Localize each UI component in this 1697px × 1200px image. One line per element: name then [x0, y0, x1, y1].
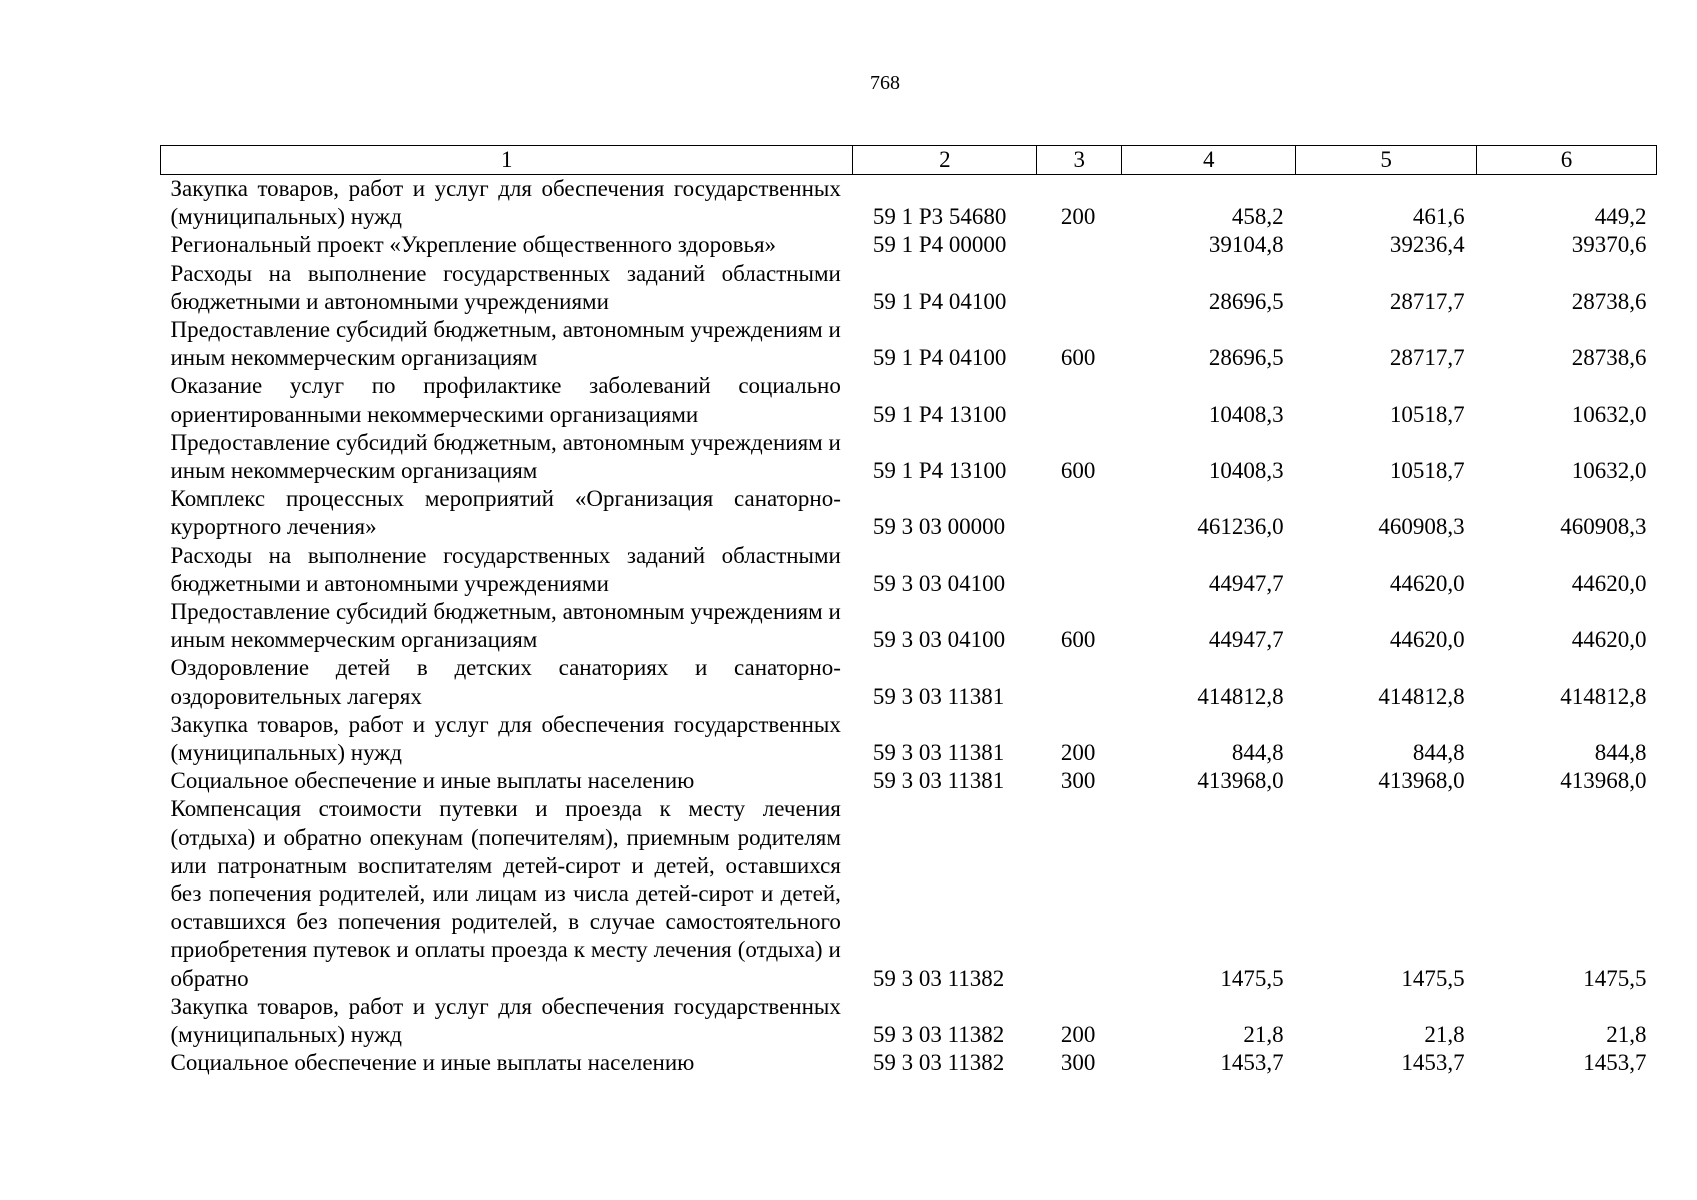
row-expense-type — [1037, 654, 1122, 710]
row-value-col6: 1475,5 — [1583, 965, 1647, 991]
table-row — [161, 175, 1657, 232]
row-expense-type — [1037, 231, 1122, 259]
page-number: 768 — [870, 72, 900, 94]
table-header-row — [161, 146, 1657, 175]
header-col-6: 6 — [1477, 146, 1657, 175]
row-description: Предоставление субсидий бюджетным, автономным учреждениям и иным некоммерческим организациям — [170, 317, 841, 371]
row-description: Закупка товаров, работ и услуг для обеспечения государственных (муниципальных) нужд — [170, 993, 841, 1048]
row-expense-type: 300 — [1060, 1050, 1096, 1076]
row-target-code: 59 3 03 11381 — [872, 740, 1005, 766]
row-description: Закупка товаров, работ и услуг для обеспечения государственных (муниципальных) нужд — [170, 711, 841, 766]
row-value-col4: 39104,8 — [1208, 232, 1284, 258]
row-value-col6: 10632,0 — [1571, 458, 1647, 484]
row-value-col4: 458,2 — [1231, 204, 1284, 230]
row-target-code: 59 1 Р4 04100 — [872, 345, 1007, 371]
table-row — [161, 316, 1657, 372]
row-expense-type: 200 — [1060, 740, 1096, 766]
row-value-col6: 844,8 — [1594, 740, 1647, 766]
row-value-col4: 844,8 — [1231, 740, 1284, 766]
table-row — [161, 260, 1657, 316]
row-value-col5: 21,8 — [1424, 1022, 1465, 1048]
row-value-col6: 449,2 — [1594, 204, 1647, 230]
row-value-col6: 39370,6 — [1571, 232, 1647, 258]
row-value-col5: 28717,7 — [1389, 345, 1465, 371]
row-description: Закупка товаров, работ и услуг для обеспечения государственных (муниципальных) нужд — [170, 176, 841, 230]
row-target-code: 59 3 03 11382 — [872, 1022, 1005, 1048]
row-value-col6: 10632,0 — [1571, 401, 1647, 427]
row-expense-type: 600 — [1060, 627, 1096, 653]
row-value-col4: 413968,0 — [1197, 768, 1284, 794]
row-expense-type: 600 — [1060, 345, 1096, 371]
row-description: Расходы на выполнение государственных заданий областными бюджетными и автономными учреждениями — [170, 542, 841, 596]
row-value-col5: 10518,7 — [1389, 458, 1465, 484]
table-body — [161, 175, 1657, 1078]
row-expense-type — [1037, 542, 1122, 598]
row-value-col6: 1453,7 — [1583, 1050, 1647, 1076]
row-target-code: 59 1 Р4 13100 — [872, 458, 1007, 484]
row-expense-type — [1037, 795, 1122, 992]
row-value-col5: 1453,7 — [1401, 1050, 1465, 1076]
header-col-5: 5 — [1296, 146, 1477, 175]
row-description: Компенсация стоимости путевки и проезда к месту лечения (отдыха) и обратно опекунам (попечителям), приемным родителям или патронатным воспитателям детей-сирот и детей, оставшихся без попечения родителей, или лицам из числа детей-сирот и детей, оставшихся без попечения родителей, в случае самостоятельного приобретения путевок и оплаты проезда к месту лечения (отдыха) и обратно — [170, 796, 841, 991]
row-expense-type: 600 — [1060, 458, 1096, 484]
row-value-col5: 1475,5 — [1401, 965, 1465, 991]
header-col-2: 2 — [853, 146, 1037, 175]
row-description: Расходы на выполнение государственных заданий областными бюджетными и автономными учреждениями — [170, 260, 841, 314]
row-value-col5: 460908,3 — [1378, 514, 1465, 540]
row-value-col6: 21,8 — [1606, 1022, 1647, 1048]
row-description: Предоставление субсидий бюджетным, автономным учреждениям и иным некоммерческим организациям — [170, 599, 841, 653]
row-target-code: 59 3 03 11381 — [872, 683, 1005, 709]
row-value-col5: 39236,4 — [1389, 232, 1465, 258]
row-target-code: 59 1 Р4 13100 — [872, 401, 1007, 427]
row-target-code: 59 3 03 04100 — [872, 570, 1006, 596]
row-value-col5: 461,6 — [1412, 204, 1465, 230]
row-expense-type — [1037, 260, 1122, 316]
table-row — [161, 795, 1657, 992]
table-row — [161, 654, 1657, 710]
row-value-col6: 44620,0 — [1571, 570, 1647, 596]
row-expense-type — [1037, 485, 1122, 541]
row-description: Предоставление субсидий бюджетным, автономным учреждениям и иным некоммерческим организациям — [170, 429, 841, 484]
table-row — [161, 429, 1657, 485]
row-value-col5: 28717,7 — [1389, 288, 1465, 314]
row-value-col6: 44620,0 — [1571, 627, 1647, 653]
row-target-code: 59 1 Р3 54680 — [872, 204, 1007, 230]
row-target-code: 59 1 Р4 04100 — [872, 288, 1007, 314]
row-description: Оздоровление детей в детских санаториях и санаторно-оздоровительных лагерях — [170, 655, 841, 709]
row-value-col4: 461236,0 — [1197, 514, 1284, 540]
row-value-col4: 28696,5 — [1208, 288, 1284, 314]
row-description: Социальное обеспечение и иные выплаты населению — [170, 1050, 695, 1076]
row-value-col4: 21,8 — [1243, 1022, 1284, 1048]
row-description: Социальное обеспечение и иные выплаты населению — [170, 768, 695, 794]
header-col-1: 1 — [161, 146, 853, 175]
row-description: Комплекс процессных мероприятий «Организация санаторно-курортного лечения» — [170, 486, 841, 540]
table-row — [161, 372, 1657, 428]
table-row — [161, 711, 1657, 767]
table-row — [161, 598, 1657, 654]
row-description: Региональный проект «Укрепление общественного здоровья» — [170, 232, 777, 258]
row-value-col4: 1453,7 — [1220, 1050, 1284, 1076]
row-value-col4: 414812,8 — [1197, 683, 1284, 709]
row-value-col4: 28696,5 — [1208, 345, 1284, 371]
table-row — [161, 1049, 1657, 1077]
row-value-col4: 10408,3 — [1208, 458, 1284, 484]
row-value-col4: 10408,3 — [1208, 401, 1284, 427]
row-value-col4: 1475,5 — [1220, 965, 1284, 991]
budget-table — [160, 145, 1657, 1078]
row-expense-type: 200 — [1060, 1022, 1096, 1048]
row-value-col4: 44947,7 — [1208, 570, 1284, 596]
row-value-col4: 44947,7 — [1208, 627, 1284, 653]
row-value-col5: 44620,0 — [1389, 570, 1465, 596]
row-value-col5: 44620,0 — [1389, 627, 1465, 653]
row-target-code: 59 3 03 00000 — [872, 514, 1006, 540]
header-col-3: 3 — [1037, 146, 1122, 175]
row-value-col6: 28738,6 — [1571, 345, 1647, 371]
row-expense-type — [1037, 372, 1122, 428]
row-value-col5: 844,8 — [1412, 740, 1465, 766]
row-value-col5: 10518,7 — [1389, 401, 1465, 427]
row-expense-type: 200 — [1060, 204, 1096, 230]
row-target-code: 59 3 03 11382 — [872, 965, 1005, 991]
row-description: Оказание услуг по профилактике заболеваний социально ориентированными некоммерческими организациями — [170, 373, 841, 427]
table-row — [161, 993, 1657, 1049]
table-row — [161, 767, 1657, 795]
header-col-4: 4 — [1122, 146, 1296, 175]
row-expense-type: 300 — [1060, 768, 1096, 794]
row-value-col5: 413968,0 — [1378, 768, 1465, 794]
row-value-col6: 413968,0 — [1560, 768, 1647, 794]
table-row — [161, 542, 1657, 598]
table-row — [161, 485, 1657, 541]
row-target-code: 59 3 03 11382 — [872, 1050, 1005, 1076]
row-value-col6: 28738,6 — [1571, 288, 1647, 314]
row-target-code: 59 3 03 04100 — [872, 627, 1006, 653]
table-row — [161, 231, 1657, 259]
row-value-col6: 414812,8 — [1560, 683, 1647, 709]
row-value-col6: 460908,3 — [1560, 514, 1647, 540]
row-value-col5: 414812,8 — [1378, 683, 1465, 709]
row-target-code: 59 3 03 11381 — [872, 768, 1005, 794]
row-target-code: 59 1 Р4 00000 — [872, 232, 1007, 258]
